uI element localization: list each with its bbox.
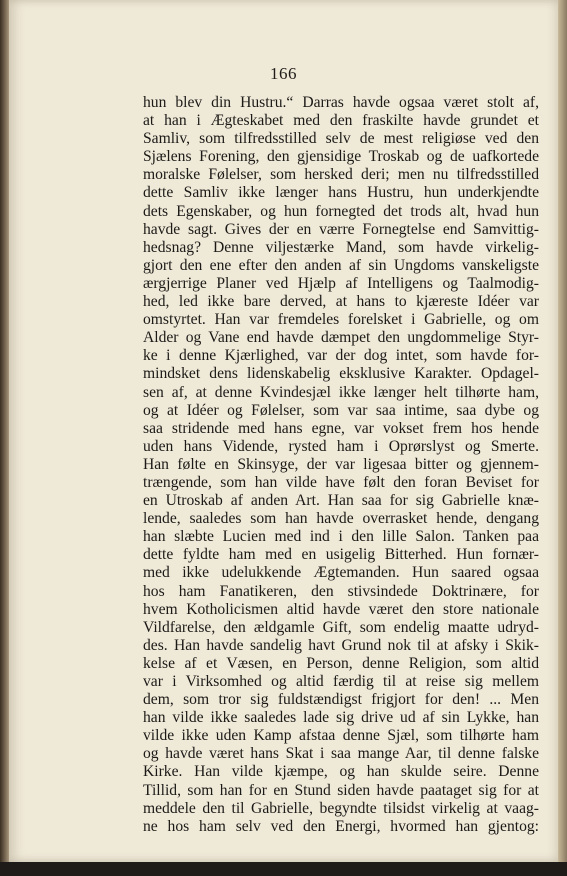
text-line: saa stridende med hans egne, var vokset frem hos hende [143, 419, 539, 437]
text-line: kelse af et Væsen, en Person, denne Religion, som altid [143, 654, 539, 672]
page-number: 166 [270, 64, 297, 83]
text-line: var i Virksomhed og altid færdig til at reise sig mellem [143, 673, 539, 690]
text-line: dets Egenskaber, og hun fornegted det trods alt, hvad hun [143, 202, 539, 220]
book-page [9, 0, 558, 862]
text-line: med ikke udelukkende Ægtemanden. Hun saared ogsaa [143, 564, 539, 582]
text-line: des. Han havde sandelig havt Grund nok til at afsky i Skik- [143, 636, 539, 654]
text-line: hvem Kotholicismen altid havde været den store nationale [143, 600, 539, 618]
text-line: hun blev din Hustru.“ Darras havde ogsaa været stolt af, [143, 94, 539, 111]
text-line: mindsket dens lidenskabelig eksklusive Karakter. Opdagel- [143, 365, 539, 383]
text-line: ærgjerrige Planer ved Hjælp af Intelligens og Taalmodig- [143, 274, 539, 292]
text-line: uden hans Vidende, rysted ham i Oprørslyst og Smerte. [143, 437, 539, 455]
text-line: meddele den til Gabrielle, begyndte tilsidst virkelig at vaag- [143, 799, 539, 817]
text-line: han vilde ikke saaledes lade sig drive ud af sin Lykke, han [143, 709, 539, 727]
text-line: Kirke. Han vilde kjæmpe, og han skulde seire. Denne [143, 763, 539, 781]
text-line: gjort den ene efter den anden af sin Ungdoms vanskeligste [143, 256, 539, 274]
text-line: omstyrtet. Han var fremdeles forelsket i Gabrielle, og om [143, 311, 539, 329]
text-line: dette fyldte ham med en usigelig Bitterhed. Hun fornær- [143, 546, 539, 564]
text-line: lende, saaledes som han havde overrasket hende, dengang [143, 510, 539, 528]
text-line: Vildfarelse, den ældgamle Gift, som endelig maatte udryd- [143, 618, 539, 636]
text-line: dem, som tror sig fuldstændigst frigjort for den! ... Men [143, 691, 539, 709]
text-line: en Utroskab af anden Art. Han saa for sig Gabrielle knæ- [143, 492, 539, 510]
text-line: han slæbte Lucien med ind i den lille Salon. Tanken paa [143, 528, 539, 546]
text-line: hedsnag? Denne viljestærke Mand, som havde virkelig- [143, 238, 539, 256]
text-line: trængende, som han vilde have følt den foran Beviset for [143, 473, 539, 491]
text-line: ne hos ham selv ved den Energi, hvormed han gjentog: [143, 817, 539, 835]
text-line: havde sagt. Gives der en værre Fornegtelse end Samvittig- [143, 220, 539, 238]
text-line: Han følte en Skinsyge, der var ligesaa bitter og gjennem- [143, 455, 539, 473]
text-line: og havde været hans Skat i saa mange Aar, til denne falske [143, 745, 539, 763]
page-edge [558, 0, 567, 876]
text-line: og at Idéer og Følelser, som var saa intime, saa dybe og [143, 401, 539, 419]
text-line: Alder og Vane end havde dæmpet den ungdommelige Styr- [143, 329, 539, 347]
text-line: Tillid, som han for en Stund siden havde paataget sig for at [143, 781, 539, 799]
text-line: Sjælens Forening, den gjensidige Troskab og de uafkortede [143, 148, 539, 166]
text-line: vilde ikke uden Kamp afstaa denne Sjæl, som tilhørte ham [143, 727, 539, 745]
text-line: Samliv, som tilfredsstilled selv de mest religiøse ved den [143, 130, 539, 148]
body-text [143, 94, 539, 836]
text-line: moralske Følelser, som hersked deri; men nu tilfredsstilled [143, 166, 539, 184]
book-gutter [0, 0, 9, 876]
text-line: sen af, at denne Kvindesjæl ikke længer helt tilhørte ham, [143, 383, 539, 401]
scan-border [0, 862, 567, 876]
text-line: at han i Ægteskabet med den fraskilte havde grundet et [143, 112, 539, 130]
text-line: dette Samliv ikke længer hans Hustru, hun underkjendte [143, 184, 539, 202]
text-line: hed, led ikke bare derved, at hans to kjæreste Idéer var [143, 293, 539, 311]
text-line: ke i denne Kjærlighed, var der dog intet, som havde for- [143, 347, 539, 365]
text-line: hos ham Fanatikeren, den stivsindede Doktrinære, for [143, 582, 539, 600]
